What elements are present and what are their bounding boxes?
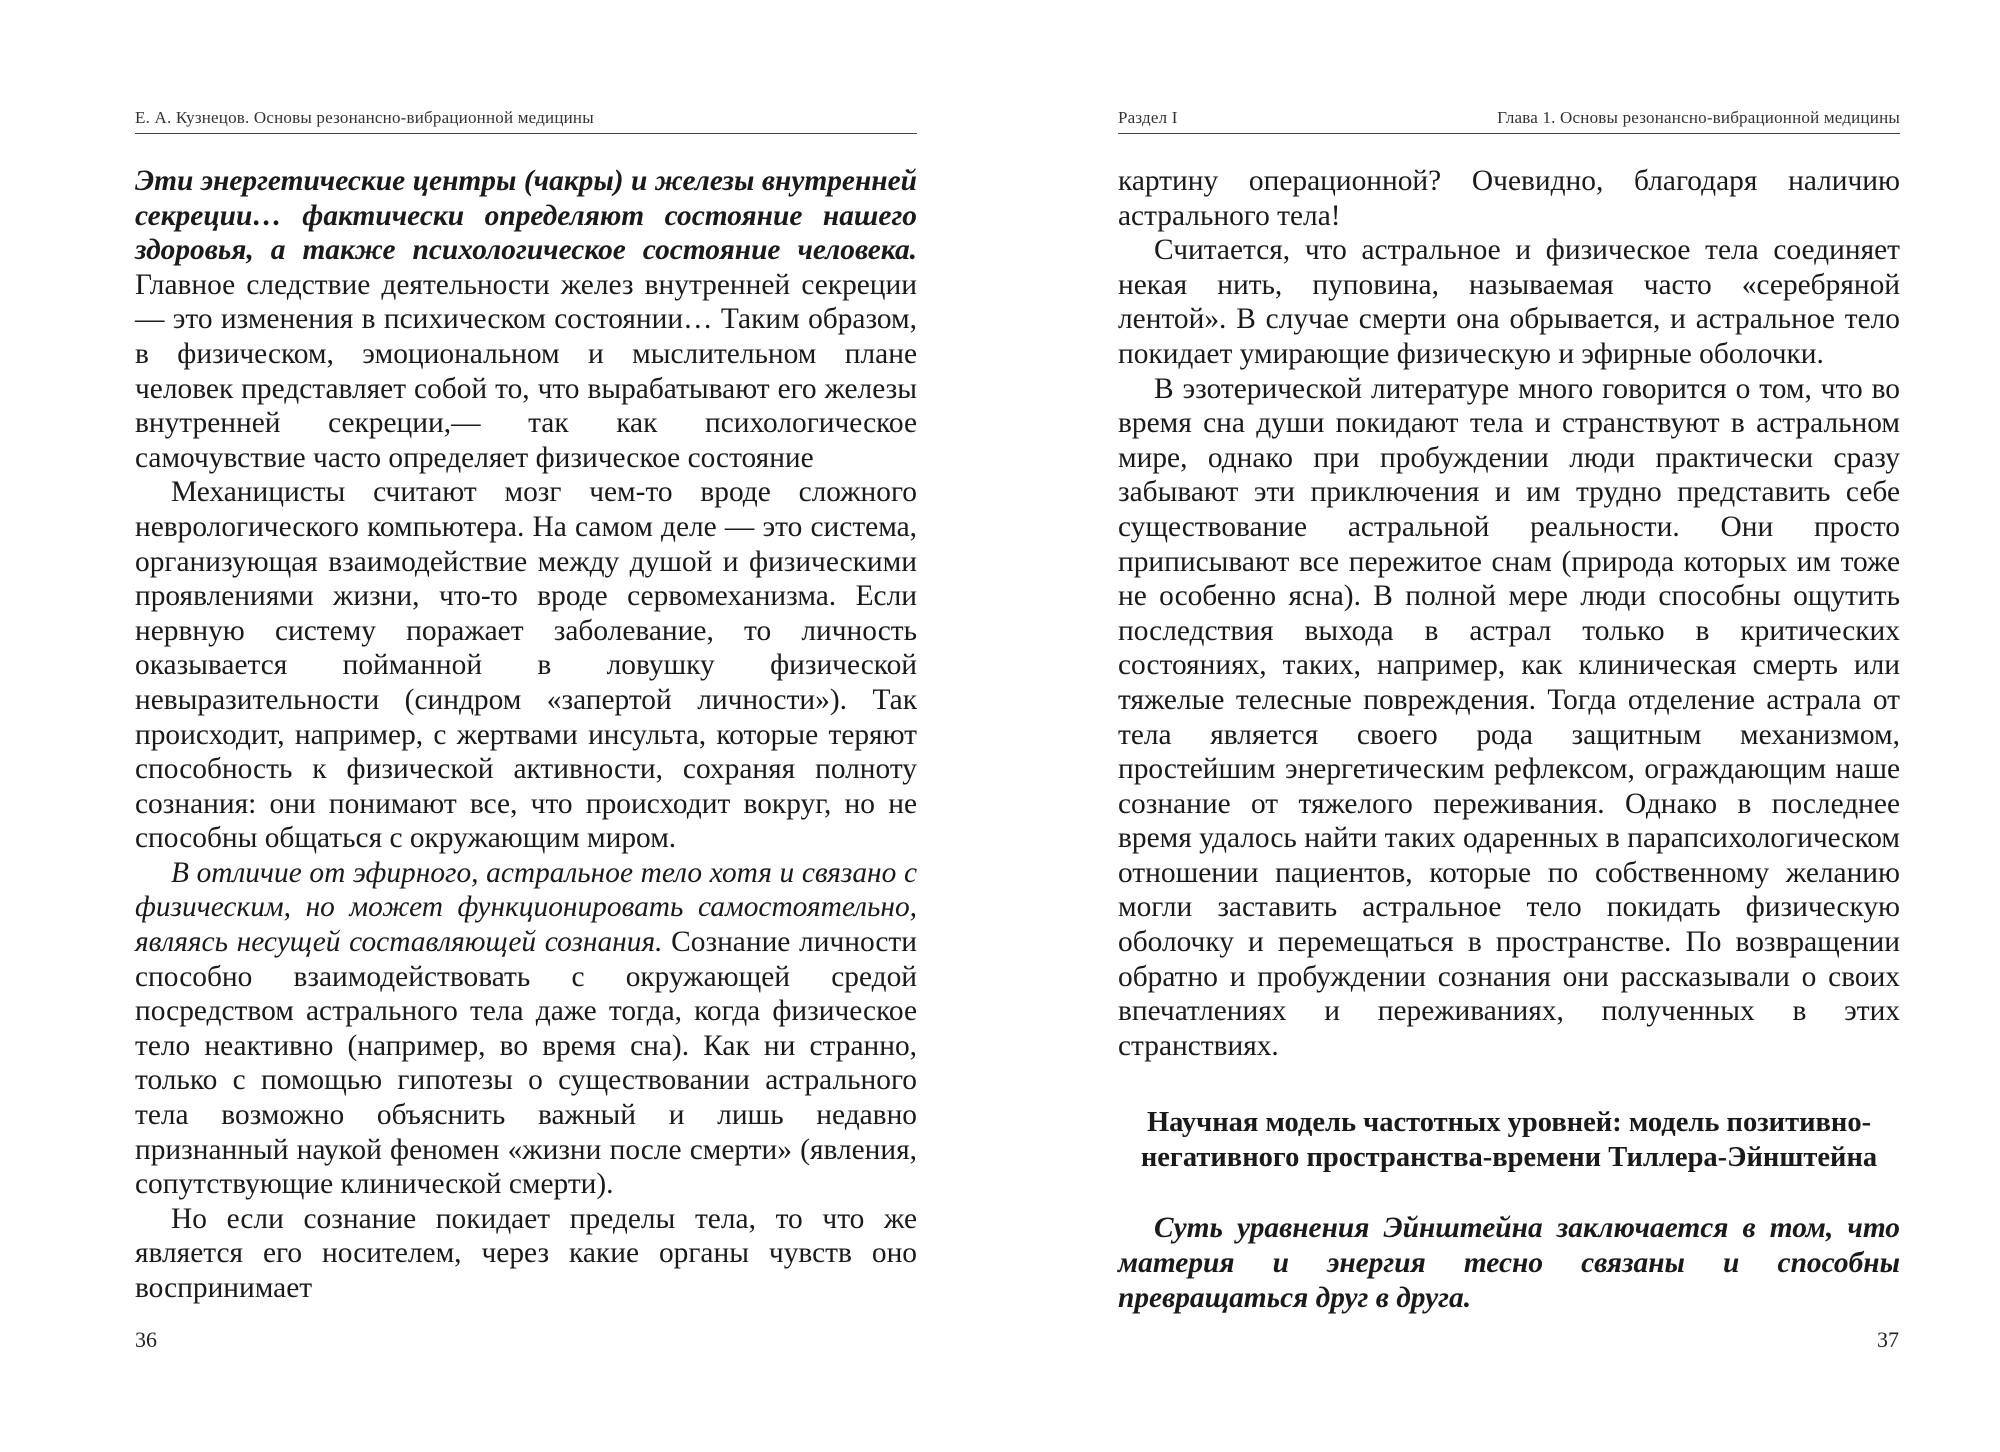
left-page-body xyxy=(135,164,917,1306)
section-heading: Научная модель частотных уровней: модель позитивно-негативного пространства-времени Тиллера-Эйнштейна xyxy=(1140,1107,1878,1174)
left-page-number: 36 xyxy=(135,1327,157,1352)
right-page xyxy=(1000,0,2000,1452)
right-page-number: 37 xyxy=(1877,1327,1899,1352)
left-paragraph-1 xyxy=(135,164,917,475)
left-paragraph-1-emphasis: Эти энергетические центры (чакры) и железы внутренней секреции… фактически определяют состояние нашего здоровья, а также психологическое состояние человека. xyxy=(135,165,917,267)
right-running-head-chapter: Глава 1. Основы резонансно-вибрационной медицины xyxy=(1497,108,1900,127)
left-paragraph-1-text: Главное следствие деятельности желез внутренней секреции — это изменения в психическом состоянии… Таким образом, в физическом, эмоциональном и мыслительном плане человек представляет собой то, что вырабатывают его железы внутренней секреции,— так как психологическое самочувствие часто определяет физическое состояние xyxy=(135,268,917,474)
right-running-head-section: Раздел I xyxy=(1118,108,1178,127)
right-page-body xyxy=(1118,164,1900,1315)
right-paragraph-2: Считается, что астральное и физическое тела соединяет некая нить, пуповина, называемая часто «серебряной лентой». В случае смерти она обрывается, и астральное тело покидает умирающие физическую и эфирные оболочки. xyxy=(1118,234,1900,370)
right-emphasis-paragraph: Суть уравнения Эйнштейна заключается в том, что материя и энергия тесно связаны и способны превращаться друг в друга. xyxy=(1118,1212,1900,1314)
left-paragraph-3-text: Сознание личности способно взаимодействовать с окружающей средой посредством астрального тела даже тогда, когда физическое тело неактивно (например, во время сна). Как ни странно, только с помощью гипотезы о существовании астрального тела возможно объяснить важный и лишь недавно признанный наукой феномен «жизни после смерти» (явления, сопутствующие клинической смерти). xyxy=(135,926,917,1201)
left-running-head-text: Е. А. Кузнецов. Основы резонансно-вибрационной медицины xyxy=(135,108,594,127)
left-paragraph-3 xyxy=(135,856,917,1202)
right-paragraph-3: В эзотерической литературе много говорится о том, что во время сна души покидают тела и странствуют в астральном мире, однако при пробуждении люди практически сразу забывают эти приключения и им трудно представить себе существование астральной реальности. Они просто приписывают все пережитое снам (природа которых им тоже не особенно ясна). В полной мере люди способны ощутить последствия выхода в астрал только в критических состояниях, таких, например, как клиническая смерть или тяжелые телесные повреждения. Тогда отделение астрала от тела является своего рода защитным механизмом, простейшим энергетическим рефлексом, ограждающим наше сознание от тяжелого переживания. Однако в последнее время удалось найти таких одаренных в парапсихологическом отношении пациентов, которые по собственному желанию могли заставить астральное тело покидать физическую оболочку и перемещаться в пространстве. По возвращении обратно и пробуждении сознания они рассказывали о своих впечатлениях и переживаниях, полученных в этих странствиях. xyxy=(1118,372,1900,1062)
left-paragraph-4: Но если сознание покидает пределы тела, то что же является его носителем, через какие органы чувств оно воспринимает xyxy=(135,1202,917,1304)
left-paragraph-2: Механицисты считают мозг чем-то вроде сложного неврологического компьютера. На самом деле — это система, организующая взаимодействие между душой и физическими проявлениями жизни, что-то вроде сервомеханизма. Если нервную систему поражает заболевание, то личность оказывается пойманной в ловушку физической невыразительности (синдром «запертой личности»). Так происходит, например, с жертвами инсульта, которые теряют способность к физической активности, сохраняя полноту сознания: они понимают все, что происходит вокруг, но не способны общаться с окружающим миром. xyxy=(135,476,917,855)
right-paragraph-1: картину операционной? Очевидно, благодаря наличию астрального тела! xyxy=(1118,165,1900,232)
right-running-head xyxy=(1118,108,1900,134)
left-paragraph-3-italic: В отличие от эфирного, астральное тело хотя и связано с физическим, но может функционировать самостоятельно, являясь несущей составляющей сознания. xyxy=(135,856,917,959)
left-running-head xyxy=(135,108,917,134)
